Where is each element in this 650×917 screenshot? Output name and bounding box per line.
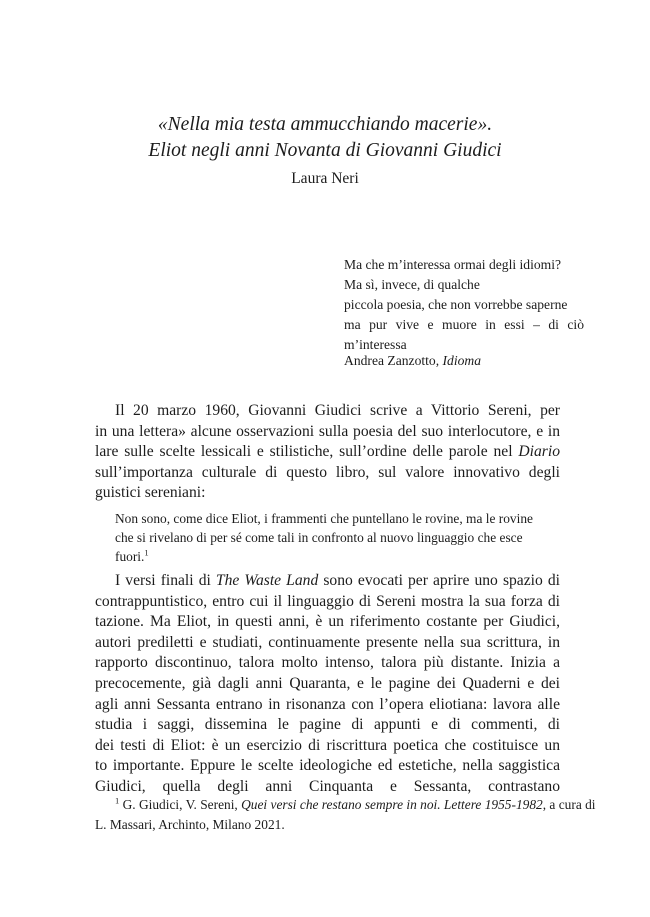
paragraph-line: Giudici, quella degli anni Cinquanta e Sessanta, contrastano	[95, 777, 560, 795]
line-text: lare sulle scelte lessicali e stilistiche, sull’ordine delle parole nel	[95, 443, 519, 461]
paragraph-line: agli anni Sessanta entrano in risonanza con l’opera eliotiana: lavora alle	[95, 695, 560, 713]
paragraph-line: autori prediletti e studiati, continuamente presente nella sua scrittura, in	[95, 633, 560, 651]
block-quote	[115, 509, 560, 566]
epigraph-line: ma pur vive e muore in essi – di ciò	[344, 317, 584, 332]
epigraph-line: piccola poesia, che non vorrebbe saperne	[344, 297, 568, 312]
epigraph-source	[344, 351, 584, 371]
body-paragraph-2	[95, 571, 560, 798]
paragraph-line: tazione. Ma Eliot, in questi anni, è un riferimento costante per Giudici,	[95, 613, 560, 631]
epigraph-line: m’interessa	[344, 337, 407, 352]
italic-title-diario: Diario	[518, 443, 560, 461]
paragraph-line: rapporto discontinuo, talora molto intenso, talora più distante. Inizia a	[95, 654, 560, 672]
paragraph-line	[95, 571, 560, 592]
paragraph-line: precocemente, già dagli anni Quaranta, e le pagine dei Quaderni e dei	[95, 674, 560, 692]
quote-line: che si rivelano di per sé come tali in confronto al nuovo linguaggio che esce	[115, 530, 523, 545]
footnote-number: 1	[115, 795, 120, 806]
article-title-line-2: Eliot negli anni Novanta di Giovanni Giudici	[148, 140, 502, 161]
footnote-line	[95, 795, 596, 815]
epigraph-line: Ma che m’interessa ormai degli idiomi?	[344, 257, 562, 272]
epigraph-line: Ma sì, invece, di qualche	[344, 277, 480, 292]
paragraph-line: dei testi di Eliot: è un esercizio di riscrittura poetica che costituisce un	[95, 736, 560, 754]
line-text: sono evocati per aprire uno spazio di	[323, 572, 560, 589]
footnote-line: L. Massari, Archinto, Milano 2021.	[95, 816, 285, 832]
paragraph-line: guistici sereniani:	[95, 484, 206, 502]
footnote	[95, 795, 596, 834]
line-text: I versi finali di	[115, 572, 216, 589]
italic-book-title: Quei versi che restano sempre in noi. Lettere 1955-1982	[241, 797, 543, 812]
footnote-reference[interactable]: 1	[144, 547, 149, 558]
epigraph-source-work: Idioma	[442, 353, 482, 368]
epigraph-source-author: Andrea Zanzotto,	[344, 353, 443, 368]
paragraph-line: contrappuntistico, entro cui il linguaggio di Sereni mostra la sua forza di	[95, 592, 560, 610]
body-paragraph-1	[95, 401, 560, 504]
line-text: , a cura di	[542, 797, 596, 812]
line-text: fuori.	[115, 549, 145, 564]
article-title-line-1: «Nella mia testa ammucchiando macerie».	[157, 114, 493, 135]
paragraph-line: to importante. Eppure le scelte ideologiche ed estetiche, nella saggistica	[95, 757, 560, 775]
paragraph-line: in una lettera» alcune osservazioni sulla poesia del suo interlocutore, e in	[95, 422, 560, 440]
paragraph-line	[95, 442, 560, 463]
paragraph-line: studia i saggi, dissemina le pagine di appunti e di commenti, di	[95, 716, 560, 734]
italic-title-waste-land: The Waste Land	[215, 572, 319, 589]
paragraph-line: sull’importanza culturale di questo libro, sul valore innovativo degli	[95, 463, 560, 481]
line-text: G. Giudici, V. Sereni,	[119, 797, 242, 812]
paragraph-line: Il 20 marzo 1960, Giovanni Giudici scrive a Vittorio Sereni, per	[115, 402, 560, 419]
quote-line	[115, 547, 560, 566]
quote-line: Non sono, come dice Eliot, i frammenti che puntellano le rovine, ma le rovine	[115, 511, 533, 526]
epigraph	[344, 255, 584, 355]
article-author: Laura Neri	[291, 170, 359, 187]
